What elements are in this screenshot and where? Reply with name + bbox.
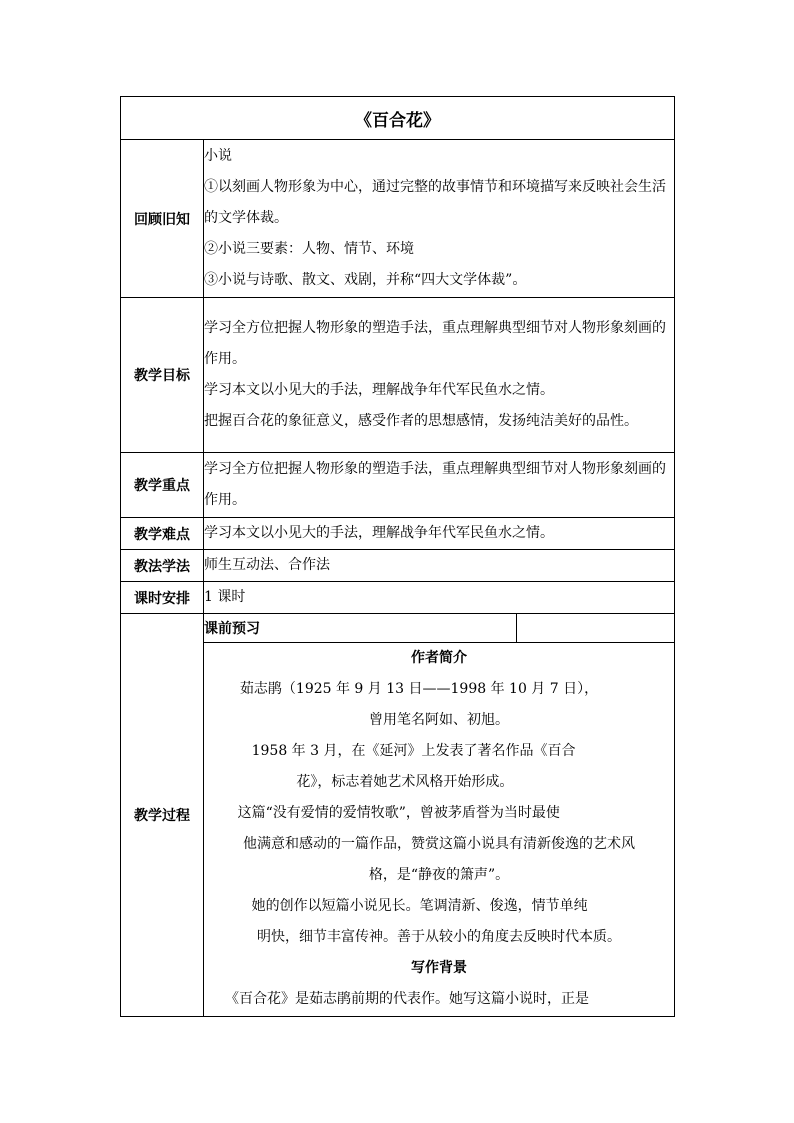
difficulties-text: 学习本文以小见大的手法，理解战争年代军民鱼水之情。 [204, 518, 675, 550]
lesson-plan-table [120, 96, 675, 1017]
process-content [204, 643, 675, 1017]
difficulties-label: 教学难点 [121, 518, 204, 550]
author-line: 曾用笔名阿如、初旭。 [369, 712, 510, 728]
goals-content [204, 298, 675, 453]
author-line: 格，是“静夜的箫声”。 [368, 867, 510, 883]
key-points-label: 教学重点 [121, 453, 204, 518]
review-line: ①以刻画人物形象为中心，通过完整的故事情节和环境描写来反映社会生活的文学体裁。 [204, 179, 666, 226]
author-line: 花》，标志着她艺术风格开始形成。 [296, 774, 514, 790]
key-points-text: 学习全方位把握人物形象的塑造手法，重点理解典型细节对人物形象刻画的作用。 [204, 453, 675, 518]
schedule-text: 1 课时 [204, 582, 675, 614]
preview-blank-cell [517, 614, 675, 643]
review-line: ③小说与诗歌、散文、戏剧，并称“四大文学体裁”。 [204, 272, 527, 288]
review-content [204, 140, 675, 298]
review-line: 小说 [204, 148, 232, 164]
goal-line: 学习本文以小见大的手法，理解战争年代军民鱼水之情。 [204, 382, 554, 398]
goal-line: 把握百合花的象征意义，感受作者的思想感情，发扬纯洁美好的品性。 [204, 413, 638, 429]
schedule-label: 课时安排 [121, 582, 204, 614]
author-line: 他满意和感动的一篇作品，赞赏这篇小说具有清新俊逸的艺术风 [243, 836, 636, 852]
methods-text: 师生互动法、合作法 [204, 550, 675, 582]
review-line: ②小说三要素：人物、情节、环境 [204, 241, 414, 257]
preview-subheader: 课前预习 [204, 614, 517, 643]
author-heading: 作者简介 [411, 650, 468, 666]
author-line: 明快，细节丰富传神。善于从较小的角度去反映时代本质。 [257, 929, 622, 945]
process-label: 教学过程 [121, 614, 204, 1017]
background-heading: 写作背景 [411, 960, 468, 976]
author-line: 这篇“没有爱情的爱情牧歌”，曾被茅盾誉为当时最使 [237, 805, 560, 821]
author-line: 茹志鹃（1925 年 9 月 13 日——1998 年 10 月 7 日）， [239, 681, 599, 697]
methods-label: 教法学法 [121, 550, 204, 582]
background-line: 《百合花》是茹志鹃前期的代表作。她写这篇小说时，正是 [225, 991, 589, 1007]
goal-line: 学习全方位把握人物形象的塑造手法，重点理解典型细节对人物形象刻画的作用。 [204, 320, 666, 367]
document-title: 《百合花》 [121, 97, 675, 140]
author-line: 她的创作以短篇小说见长。笔调清新、俊逸，情节单纯 [251, 898, 588, 914]
author-line: 1958 年 3 月，在《延河》上发表了著名作品《百合 [251, 743, 576, 759]
review-label: 回顾旧知 [121, 140, 204, 298]
goals-label: 教学目标 [121, 298, 204, 453]
